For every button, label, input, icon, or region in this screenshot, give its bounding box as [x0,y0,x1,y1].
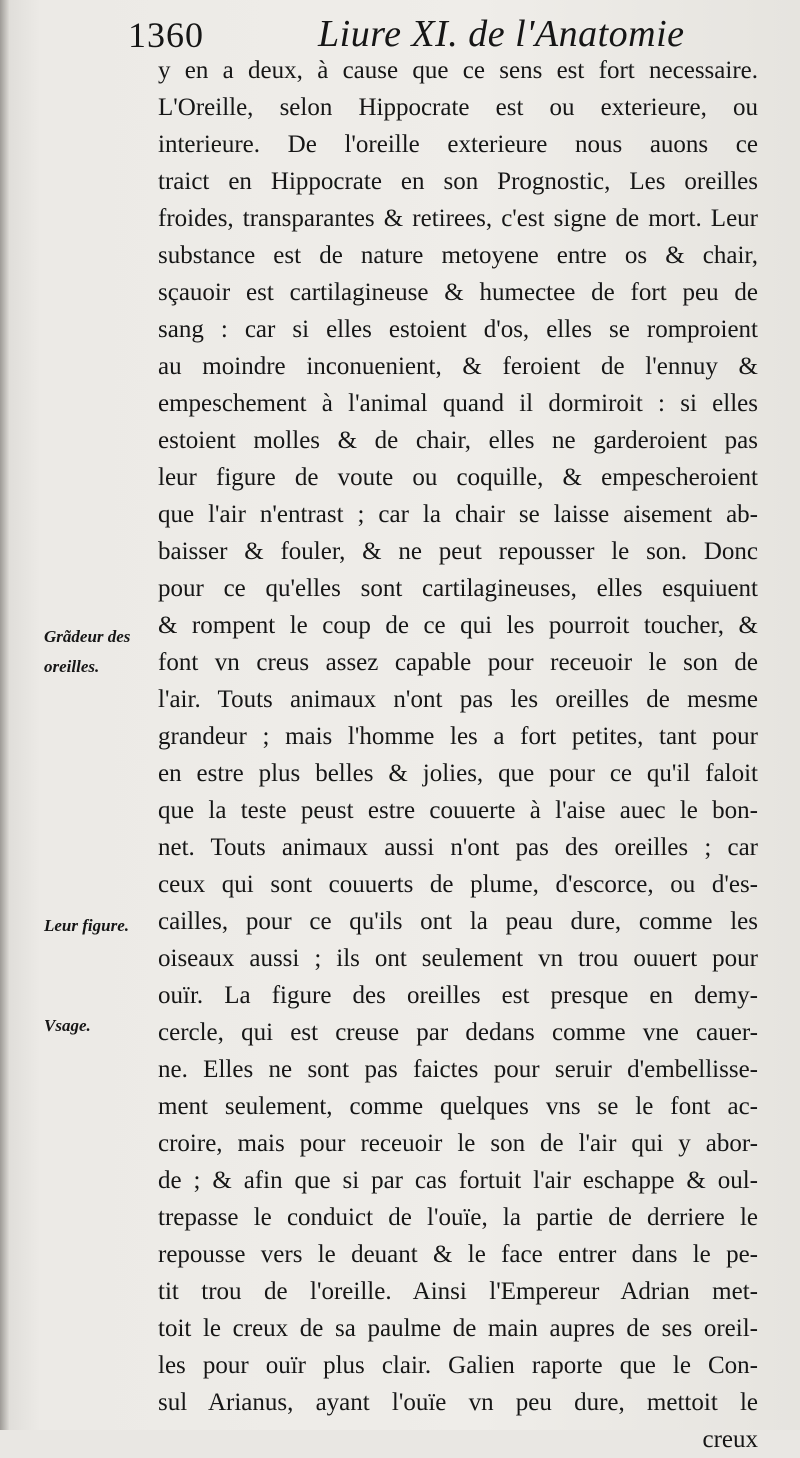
text-line: que l'air n'entrast ; car la chair se laisse aisement ab- [158,501,758,528]
text-line: froides, transparantes & retirees, c'est signe de mort. Leur [158,205,758,232]
text-line: en estre plus belles & jolies, que pour ce qu'il faloit [158,760,758,787]
text-line: cailles, pour ce qu'ils ont la peau dure, comme les [158,908,758,935]
margin-note-figure: Leur figure. [44,916,129,935]
page-number: 1360 [128,15,204,55]
text-line: grandeur ; mais l'homme les a fort petites, tant pour [158,723,758,750]
text-line: baisser & fouler, & ne peut repousser le son. Donc [158,538,758,565]
text-line: ouïr. La figure des oreilles est presque en demy- [158,982,758,1009]
text-line: pour ce qu'elles sont cartilagineuses, elles esquiuent [158,575,758,602]
text-line: au moindre inconuenient, & feroient de l'ennuy & [158,353,758,380]
gutter-shadow [0,0,10,1430]
text-line: traict en Hippocrate en son Prognostic, Les oreilles [158,168,758,195]
text-line: y en a deux, à cause que ce sens est fort necessaire. [158,57,758,84]
catchword: creux [702,1426,758,1453]
margin-note-grandeur-2: oreilles. [44,657,100,676]
margin-note-grandeur-1: Grãdeur des [44,627,131,646]
body-text [158,52,758,1458]
text-line: oiseaux aussi ; ils ont seulement vn trou ouuert pour [158,945,758,972]
text-line: toit le creux de sa paulme de main aupres de ses oreil- [158,1315,758,1342]
text-line: croire, mais pour receuoir le son de l'air qui y abor- [158,1130,758,1157]
text-line: ne. Elles ne sont pas faictes pour seruir d'embellisse- [158,1056,758,1083]
text-line: les pour ouïr plus clair. Galien raporte que le Con- [158,1352,758,1379]
text-line: ment seulement, comme quelques vns se le font ac- [158,1093,758,1120]
margin-note-usage: Vsage. [44,1016,91,1035]
running-title: Liure XI. de l'Anatomie [318,13,685,55]
text-line: estoient molles & de chair, elles ne garderoient pas [158,427,758,454]
text-line: l'air. Touts animaux n'ont pas les oreilles de mesme [158,686,758,713]
text-line: substance est de nature metoyene entre os & chair, [158,242,758,269]
text-line: & rompent le coup de ce qui les pourroit toucher, & [158,612,758,639]
text-line: sul Arianus, ayant l'ouïe vn peu dure, mettoit le [158,1389,758,1416]
text-line: trepasse le conduict de l'ouïe, la partie de derriere le [158,1204,758,1231]
text-line: L'Oreille, selon Hippocrate est ou exterieure, ou [158,94,758,121]
text-line: de ; & afin que si par cas fortuit l'air eschappe & oul- [158,1167,758,1194]
text-line: cercle, qui est creuse par dedans comme vne cauer- [158,1019,758,1046]
text-line: interieure. De l'oreille exterieure nous auons ce [158,131,758,158]
text-line: empeschement à l'animal quand il dormiroit : si elles [158,390,758,417]
text-line: ceux qui sont couuerts de plume, d'escorce, ou d'es- [158,871,758,898]
text-line: sçauoir est cartilagineuse & humectee de fort peu de [158,279,758,306]
text-line: net. Touts animaux aussi n'ont pas des oreilles ; car [158,834,758,861]
text-line: font vn creus assez capable pour receuoir le son de [158,649,758,676]
text-line: tit trou de l'oreille. Ainsi l'Empereur Adrian met- [158,1278,758,1305]
text-line: que la teste peust estre couuerte à l'aise auec le bon- [158,797,758,824]
text-line: sang : car si elles estoient d'os, elles se romproient [158,316,758,343]
text-line: leur figure de voute ou coquille, & empescheroient [158,464,758,491]
text-line: repousse vers le deuant & le face entrer dans le pe- [158,1241,758,1268]
